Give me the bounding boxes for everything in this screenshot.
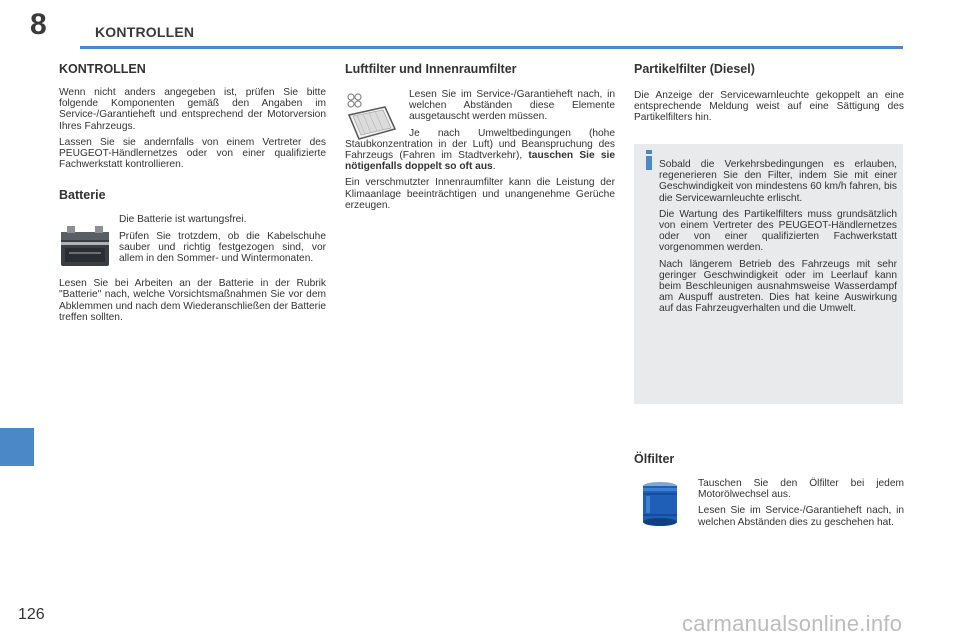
- info-paragraph-2: Die Wartung des Partikelfilters muss grundsätzlich von einem Vertreter des PEUGEOT-Händlernetzes oder von einer qualifizierten Fachwerkstatt vorgenommen werden.: [659, 208, 897, 254]
- battery-paragraph-3: Lesen Sie bei Arbeiten an der Batterie in der Rubrik "Batterie" nach, welche Vorsichtsmaßnahmen Sie vor dem Abklemmen und nach dem Wiederanschließen der Batterie treffen sollten.: [59, 278, 326, 323]
- section-heading-luftfilter: Luftfilter und Innenraumfilter: [345, 62, 517, 76]
- air-filter-paragraph-2-end: .: [492, 161, 496, 173]
- air-filter-paragraph-2-bold: tauschen Sie sie nötigenfalls doppelt so oft aus: [345, 150, 615, 173]
- chapter-number: 8: [30, 8, 47, 41]
- battery-paragraph-2: Prüfen Sie trotzdem, ob die Kabelschuhe sauber und richtig festgezogen sind, vor allem in den Sommer- und Wintermonaten.: [119, 230, 326, 265]
- oil-filter-icon: [640, 480, 680, 528]
- column-kontrollen: [59, 62, 326, 328]
- battery-block: [59, 214, 326, 264]
- oil-filter-block: [634, 478, 904, 528]
- info-icon: [644, 150, 654, 170]
- chapter-tab-marker: [0, 428, 34, 466]
- oil-filter-paragraph-1: Tauschen Sie den Ölfilter bei jedem Motorölwechsel aus.: [698, 478, 904, 501]
- kontrollen-paragraph-2: Lassen Sie sie andernfalls von einem Vertreter des PEUGEOT-Händlernetzes oder von einer qualifizierte Fachwerkstatt kontrollieren.: [59, 136, 326, 171]
- info-box: [634, 144, 903, 404]
- air-filter-icon: [345, 91, 397, 143]
- section-heading-kontrollen: KONTROLLEN: [59, 62, 146, 76]
- info-paragraph-1: Sobald die Verkehrsbedingungen es erlauben, regenerieren Sie den Filter, indem Sie mit einer Geschwindigkeit von mindestens 60 km/h fahren, bis die Servicewarnleuchte erlischt.: [659, 159, 897, 204]
- watermark: carmanualsonline.info: [682, 611, 903, 636]
- section-heading-batterie: Batterie: [59, 188, 106, 203]
- section-heading-partikelfilter: Partikelfilter (Diesel): [634, 62, 755, 76]
- column-luftfilter: [345, 62, 615, 216]
- kontrollen-paragraph-1: Wenn nicht anders angegeben ist, prüfen Sie bitte folgende Komponenten gemäß den Angaben im Service-/Garantieheft und entsprechend der Motorversion Ihres Fahrzeugs.: [59, 87, 326, 132]
- column-partikelfilter: [634, 62, 904, 129]
- page-number: 126: [18, 606, 45, 623]
- battery-icon: [59, 222, 111, 268]
- section-heading-oelfilter: Ölfilter: [634, 452, 675, 466]
- partikelfilter-paragraph-1: Die Anzeige der Servicewarnleuchte gekoppelt an eine entsprechende Meldung weist auf eine Sättigung des Partikelfilters hin.: [634, 90, 904, 124]
- air-filter-block: [345, 89, 615, 123]
- page-header-title: KONTROLLEN: [95, 24, 195, 40]
- air-filter-paragraph-1: Lesen Sie im Service-/Garantieheft nach, in welchen Abständen diese Elemente ausgetauscht werden müssen.: [409, 89, 615, 123]
- oil-filter-section: [634, 452, 904, 533]
- battery-paragraph-1: Die Batterie ist wartungsfrei.: [119, 214, 247, 226]
- oil-filter-paragraph-2: Lesen Sie im Service-/Garantieheft nach, in welchen Abständen dies zu geschehen hat.: [698, 505, 904, 528]
- header-divider: [80, 46, 903, 49]
- info-paragraph-3: Nach längerem Betrieb des Fahrzeugs mit sehr geringer Geschwindigkeit oder im Leerlauf kann beim Beschleunigen ausnahmsweise Wasserdampf am Auspuff austreten. Dies hat keine Auswirkung auf das Fahrzeugverhalten und die Umwelt.: [659, 258, 897, 315]
- air-filter-paragraph-2-start: Je nach Umweltbedingungen (hohe Staubkonzentration in der Luft) und Beanspruchung des Fahrzeugs (Fahren im Stadtverkehr),: [345, 127, 615, 162]
- air-filter-paragraph-3: Ein verschmutzter Innenraumfilter kann die Leistung der Klimaanlage beeinträchtigen und unangenehme Gerüche erzeugen.: [345, 177, 615, 211]
